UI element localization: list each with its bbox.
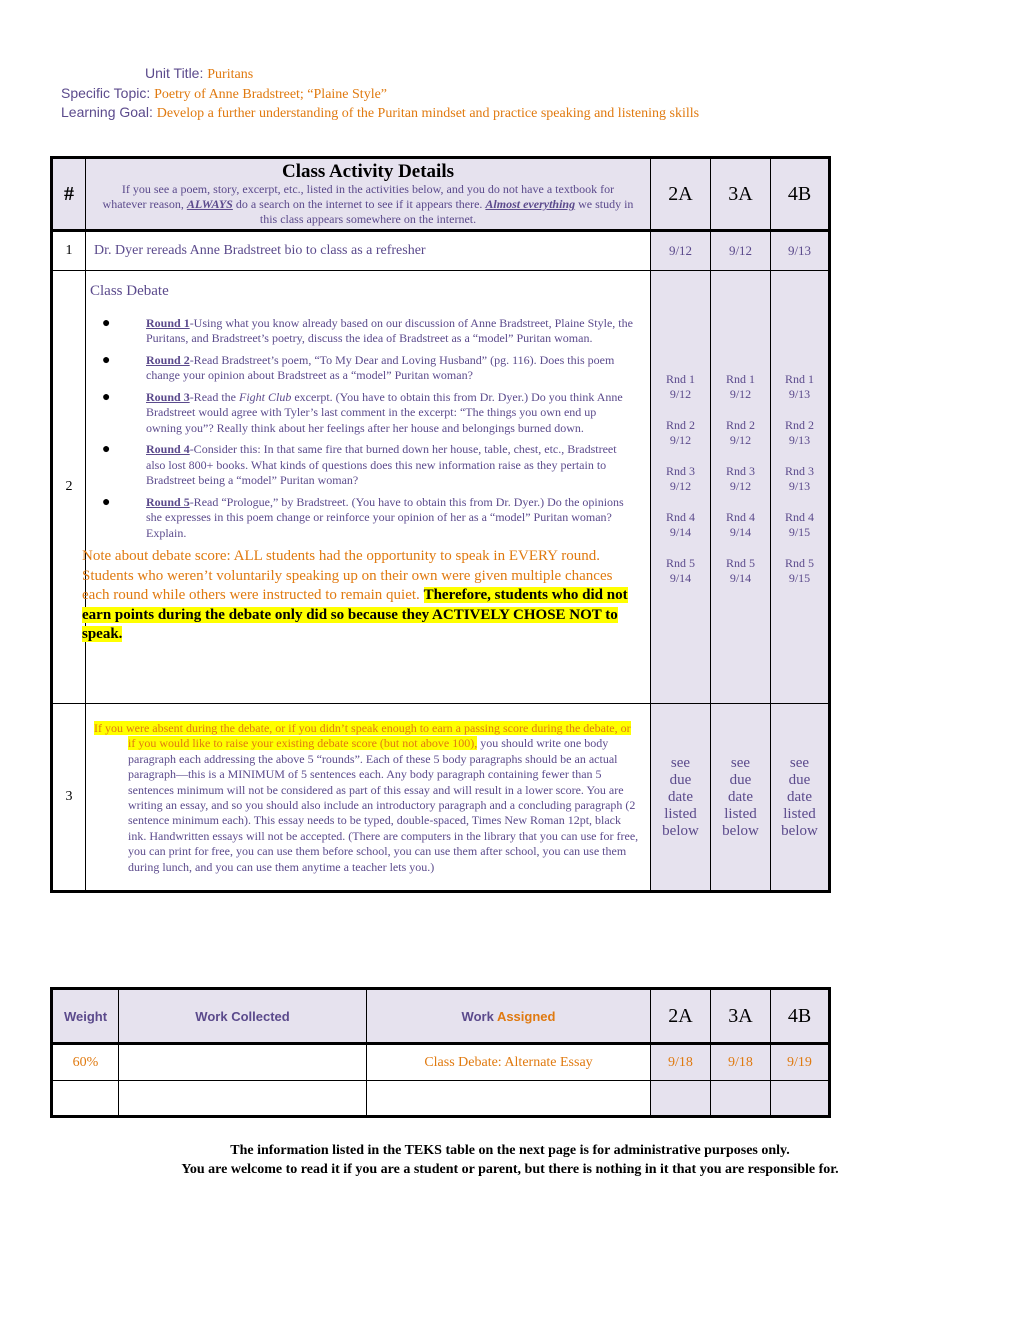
date-4b: 9/19 — [771, 1044, 830, 1081]
round-text: -Consider this: In that same fire that burned down her house, table, chest, etc., Bradstreet also lost 800+ books. What kinds of questions does this new information raise as they pertain to Bradstreet being a “model” Puritan woman? — [146, 442, 617, 487]
work-word: Work — [461, 1008, 497, 1024]
due-word: below — [781, 822, 818, 839]
debate-round-1 — [102, 315, 642, 347]
date-4b: 9/13 — [771, 231, 830, 271]
bullet-icon: ● — [102, 442, 111, 457]
work-collected-header — [119, 989, 367, 1044]
round-date: 9/12 — [729, 479, 752, 493]
class-header-4b: 4B — [771, 158, 830, 231]
due-word: due — [729, 771, 752, 788]
row-number: 2 — [52, 271, 86, 704]
unit-title-value: Puritans — [207, 67, 254, 82]
empty-cell — [119, 1081, 367, 1117]
activity-details-title: Class Activity Details — [281, 161, 455, 182]
due-word: see — [730, 754, 751, 771]
learning-goal-label: Learning Goal: — [61, 104, 153, 120]
round-date: 9/13 — [788, 387, 811, 401]
work-assigned-value: Class Debate: Alternate Essay — [367, 1044, 651, 1081]
specific-topic — [61, 85, 387, 103]
number-header: # — [52, 158, 86, 231]
debate-round-5 — [102, 494, 642, 542]
round-tag: Rnd 5 — [665, 556, 695, 570]
textbook-note-always: ALWAYS — [186, 197, 233, 211]
round-date: 9/13 — [788, 433, 811, 447]
rounds-schedule-2a — [651, 271, 711, 704]
due-2a — [651, 704, 711, 892]
round-date: 9/14 — [669, 571, 692, 585]
class-debate-cell — [82, 271, 651, 704]
due-word: see — [670, 754, 691, 771]
footer-note-1: The information listed in the TEKS table on the next page is for administrative purposes only. — [230, 1143, 790, 1158]
round-date: 9/14 — [729, 571, 752, 585]
class-header-4b: 4B — [771, 989, 830, 1044]
work-word: Work — [195, 1008, 232, 1024]
round-tag: Rnd 2 — [784, 418, 814, 432]
debate-round-3 — [102, 389, 642, 437]
round-tag: Rnd 5 — [725, 556, 755, 570]
empty-cell — [711, 1081, 771, 1117]
round-text: -Read the — [189, 389, 239, 404]
textbook-note-end: we study in this class appears somewhere on the internet. — [259, 197, 634, 226]
date-3a: 9/18 — [711, 1044, 771, 1081]
row-number: 3 — [52, 704, 86, 892]
weight-row — [52, 1044, 830, 1081]
textbook-note-middle: do a search on the internet to see if it appears there. — [235, 197, 483, 211]
date-3a: 9/12 — [711, 231, 771, 271]
work-collected-value — [119, 1044, 367, 1081]
round-date: 9/15 — [788, 525, 811, 539]
round-text-italic: Fight Club — [239, 389, 292, 404]
round-tag: Rnd 3 — [725, 464, 755, 478]
weight-value: 60% — [52, 1044, 119, 1081]
class-activity-table — [50, 156, 831, 893]
round-text: -Read “Prologue,” by Bradstreet. (You have to obtain this from Dr. Dyer.) Do the opinions she expresses in this poem change or reinforce your opinion of her as a “model” Puritan woman? Explain. — [146, 494, 624, 540]
weight-header-row — [52, 989, 830, 1044]
round-label: Round 1 — [146, 315, 190, 330]
weight-table — [50, 987, 831, 1118]
activity-header-row — [52, 158, 830, 231]
round-tag: Rnd 3 — [784, 464, 814, 478]
textbook-note — [86, 182, 650, 229]
bullet-icon: ● — [102, 494, 111, 510]
textbook-note-start: If you see a poem, story, excerpt, etc., listed in the activities below, and you do not have a textbook for whatever reason, — [102, 182, 615, 211]
due-4b — [771, 704, 830, 892]
due-word: listed — [724, 805, 757, 822]
round-label: Round 4 — [146, 442, 190, 456]
due-word: date — [728, 788, 753, 805]
assigned-word: Assigned — [496, 1008, 556, 1024]
due-word: listed — [783, 805, 816, 822]
round-text: -Read Bradstreet’s poem, “To My Dear and Loving Husband” (pg. 116). Does this poem change your opinion about Bradstreet as a “model” Puritan woman? — [146, 352, 615, 382]
class-header-2a: 2A — [651, 989, 711, 1044]
due-word: see — [789, 754, 810, 771]
round-text: excerpt. (You have to obtain this from Dr. Dyer.) Do you think Anne Bradstreet would agree with Tyler’s last comment in the excerpt: “The things you own end up owning you”? Really think about her feelings after her house and belongings burned down. — [146, 389, 623, 435]
work-assigned-header — [367, 989, 651, 1044]
round-tag: Rnd 4 — [725, 510, 755, 524]
class-header-3a: 3A — [711, 158, 771, 231]
specific-topic-label: Specific Topic: — [61, 85, 151, 101]
learning-goal-value: Develop a further understanding of the Puritan mindset and practice speaking and listening skills — [156, 106, 700, 121]
round-date: 9/12 — [669, 479, 692, 493]
collected-word: Collected — [231, 1008, 290, 1024]
row-number: 1 — [52, 231, 86, 271]
activity-row-1 — [52, 231, 830, 271]
debate-round-4 — [102, 442, 642, 489]
bullet-icon: ● — [102, 389, 111, 405]
round-date: 9/13 — [788, 479, 811, 493]
round-text: -Using what you know already based on our discussion of Anne Bradstreet, Plaine Style, the Puritans, and Bradstreet’s poetry, discuss the idea of Bradstreet as a “model” Puritan woman. — [146, 315, 633, 345]
due-word: due — [669, 771, 692, 788]
debate-round-2 — [102, 352, 642, 384]
round-tag: Rnd 3 — [665, 464, 695, 478]
round-date: 9/14 — [729, 525, 752, 539]
empty-cell — [771, 1081, 830, 1117]
essay-instructions: you should write one body paragraph each addressing the above 5 “rounds”. Each of these 5 body paragraphs should be an actual paragraph—this is a MINIMUM of 5 sentences each. Any body paragraph containing fewer than 5 sentences minimum will not be considered as part of this essay and will result in a lower score. You are writing an essay, and so you should also include an introductory paragraph and a concluding paragraph (2 sentence minimum each). This essay needs to be typed, double-spaced, Times New Roman 12pt, black ink. Handwritten essays will not be accepted. (There are computers in the library that you can use for free, you can print for free, you can use them before school, you can use them after school, you can use them during lunch, and you can use them anytime a teacher lets you.) — [128, 736, 639, 874]
weight-header: Weight — [52, 989, 119, 1044]
class-header-3a: 3A — [711, 989, 771, 1044]
due-word: date — [787, 788, 812, 805]
debate-score-note-highlight: Therefore, students who did not earn points during the debate only did so because they ACTIVELY CHOSE NOT to speak. — [82, 587, 628, 642]
date-2a: 9/18 — [651, 1044, 711, 1081]
round-date: 9/12 — [729, 387, 752, 401]
activity-details-header — [86, 158, 651, 231]
activity-row-3 — [52, 704, 830, 892]
footer-note-2: You are welcome to read it if you are a student or parent, but there is nothing in it that you are responsible for. — [181, 1162, 839, 1177]
due-word: date — [668, 788, 693, 805]
learning-goal — [61, 104, 699, 122]
absent-highlight: If you were absent during the debate, or if you didn’t speak enough to earn a passing score during the debate, or if you would like to raise your existing debate score (but not above 100), — [94, 720, 631, 751]
date-2a: 9/12 — [651, 231, 711, 271]
round-tag: Rnd 2 — [725, 418, 755, 432]
round-tag: Rnd 5 — [784, 556, 814, 570]
due-word: below — [722, 822, 759, 839]
round-date: 9/14 — [669, 525, 692, 539]
round-tag: Rnd 2 — [665, 418, 695, 432]
weight-row-empty — [52, 1081, 830, 1117]
round-label: Round 3 — [146, 389, 190, 404]
round-date: 9/12 — [669, 387, 692, 401]
alternate-essay-cell — [86, 704, 651, 892]
class-debate-heading: Class Debate — [90, 283, 169, 299]
specific-topic-value: Poetry of Anne Bradstreet; “Plaine Style” — [154, 87, 388, 102]
activity-text: Dr. Dyer rereads Anne Bradstreet bio to class as a refresher — [86, 231, 651, 271]
round-date: 9/12 — [669, 433, 692, 447]
round-tag: Rnd 1 — [725, 372, 755, 386]
activity-row-2 — [52, 271, 830, 704]
empty-cell — [367, 1081, 651, 1117]
debate-score-note — [82, 547, 642, 645]
bullet-icon: ● — [102, 352, 111, 368]
round-tag: Rnd 4 — [784, 510, 814, 524]
round-tag: Rnd 4 — [665, 510, 695, 524]
due-word: due — [788, 771, 811, 788]
round-tag: Rnd 1 — [665, 372, 695, 386]
debate-rounds-list — [102, 315, 642, 542]
empty-cell — [651, 1081, 711, 1117]
bullet-icon: ● — [102, 315, 111, 331]
unit-title-label: Unit Title: — [145, 65, 204, 81]
round-label: Round 2 — [146, 352, 190, 367]
due-word: listed — [664, 805, 697, 822]
rounds-schedule-3a — [711, 271, 771, 704]
due-3a — [711, 704, 771, 892]
empty-cell — [52, 1081, 119, 1117]
round-label: Round 5 — [146, 494, 190, 509]
round-date: 9/12 — [729, 433, 752, 447]
class-header-2a: 2A — [651, 158, 711, 231]
unit-title — [145, 65, 253, 83]
textbook-note-almost: Almost everything — [485, 197, 576, 211]
round-date: 9/15 — [788, 571, 811, 585]
round-tag: Rnd 1 — [784, 372, 814, 386]
due-word: below — [662, 822, 699, 839]
rounds-schedule-4b — [771, 271, 830, 704]
debate-score-note-text: Note about debate score: ALL students had the opportunity to speak in EVERY round. Students who weren’t voluntarily speaking up on their own were given multiple chances each round while others were instructed to remain quiet. — [82, 548, 613, 603]
